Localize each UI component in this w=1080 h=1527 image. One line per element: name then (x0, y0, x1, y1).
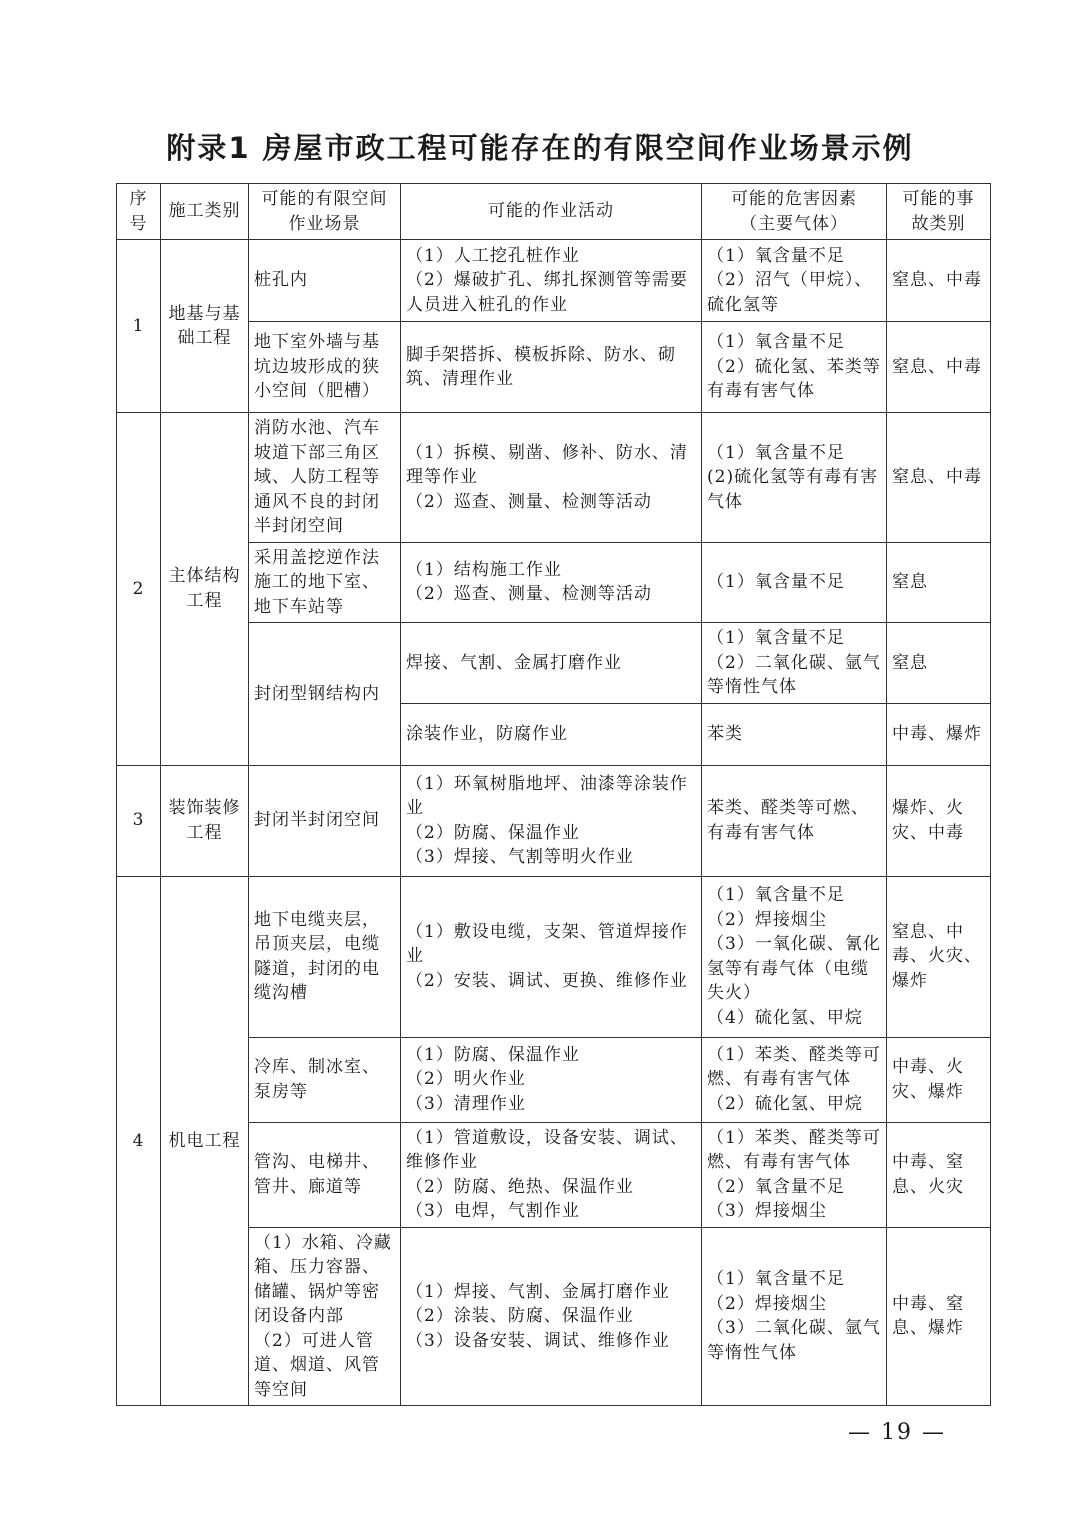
scene-cell: 地下室外墙与基坑边坡形成的狭小空间（肥槽） (249, 322, 401, 413)
confined-space-table (116, 183, 991, 1406)
activity-cell: （1）结构施工作业 （2）巡查、测量、检测等活动 (401, 542, 702, 623)
page-title: 附录1 房屋市政工程可能存在的有限空间作业场景示例 (166, 131, 914, 165)
table-row (117, 240, 991, 322)
scene-cell: 桩孔内 (249, 240, 401, 322)
row-number: 3 (117, 765, 161, 876)
hazard-cell: （1）氧含量不足 （2）二氧化碳、氩气等惰性气体 (702, 623, 887, 704)
hazard-cell: （1）苯类、醛类等可燃、有毒有害气体 （2）硫化氢、甲烷 (702, 1037, 887, 1122)
accident-cell: 窒息 (887, 623, 991, 704)
hazard-cell: （1）氧含量不足 (702, 542, 887, 623)
row-number: 2 (117, 413, 161, 766)
table-row (117, 1122, 991, 1227)
category-cell: 主体结构 工程 (161, 413, 249, 766)
activity-cell: （1）焊接、气割、金属打磨作业 （2）涂装、防腐、保温作业 （3）设备安装、调试、维修作业 (401, 1227, 702, 1406)
table-row (117, 1227, 991, 1406)
hazard-cell: （1）氧含量不足 （2）沼气（甲烷）、硫化氢等 (702, 240, 887, 322)
accident-cell: 中毒、窒息、火灾 (887, 1122, 991, 1227)
table-row (117, 413, 991, 543)
activity-cell: （1）环氧树脂地坪、油漆等涂装作业 （2）防腐、保温作业 （3）焊接、气割等明火作业 (401, 765, 702, 876)
accident-cell: 爆炸、火灾、中毒 (887, 765, 991, 876)
category-cell: 地基与基 础工程 (161, 240, 249, 413)
table-row (117, 1037, 991, 1122)
category-cell: 机电工程 (161, 876, 249, 1406)
hazard-cell: （1）苯类、醛类等可燃、有毒有害气体 （2）氧含量不足 （3）焊接烟尘 (702, 1122, 887, 1227)
accident-cell: 窒息、中毒、火灾、爆炸 (887, 876, 991, 1037)
scene-cell: 冷库、制冰室、泵房等 (249, 1037, 401, 1122)
hazard-cell: （1）氧含量不足 (2)硫化氢等有毒有害气体 (702, 413, 887, 543)
activity-cell: （1）敷设电缆，支架、管道焊接作业 （2）安装、调试、更换、维修作业 (401, 876, 702, 1037)
scene-cell: 封闭型钢结构内 (249, 623, 401, 766)
activity-cell: 涂装作业，防腐作业 (401, 703, 702, 765)
activity-cell: 焊接、气割、金属打磨作业 (401, 623, 702, 704)
activity-cell: （1）人工挖孔桩作业 （2）爆破扩孔、绑扎探测管等需要人员进入桩孔的作业 (401, 240, 702, 322)
row-number: 1 (117, 240, 161, 413)
header-row (117, 184, 991, 240)
accident-cell: 窒息、中毒 (887, 413, 991, 543)
header-activity: 可能的作业活动 (401, 184, 702, 240)
hazard-cell: 苯类 (702, 703, 887, 765)
header-scene: 可能的有限空间 作业场景 (249, 184, 401, 240)
scene-cell: 地下电缆夹层，吊顶夹层，电缆隧道，封闭的电缆沟槽 (249, 876, 401, 1037)
scene-cell: 消防水池、汽车坡道下部三角区域、人防工程等通风不良的封闭半封闭空间 (249, 413, 401, 543)
scene-cell: 管沟、电梯井、管井、廊道等 (249, 1122, 401, 1227)
hazard-cell: （1）氧含量不足 （2）焊接烟尘 （3）二氧化碳、氩气等惰性气体 (702, 1227, 887, 1406)
scene-cell: 采用盖挖逆作法施工的地下室、地下车站等 (249, 542, 401, 623)
hazard-cell: 苯类、醛类等可燃、有毒有害气体 (702, 765, 887, 876)
row-number: 4 (117, 876, 161, 1406)
activity-cell: （1）拆模、剔凿、修补、防水、清理等作业 （2）巡查、测量、检测等活动 (401, 413, 702, 543)
activity-cell: （1）防腐、保温作业 （2）明火作业 （3）清理作业 (401, 1037, 702, 1122)
category-cell: 装饰装修 工程 (161, 765, 249, 876)
hazard-cell: （1）氧含量不足 （2）焊接烟尘 （3）一氧化碳、氰化氢等有毒气体（电缆失火） （4）硫化氢、甲烷 (702, 876, 887, 1037)
header-accident: 可能的事 故类别 (887, 184, 991, 240)
accident-cell: 窒息、中毒 (887, 240, 991, 322)
page-number: — 19 — (848, 1420, 946, 1445)
hazard-cell: （1）氧含量不足 （2）硫化氢、苯类等有毒有害气体 (702, 322, 887, 413)
header-hazard: 可能的危害因素 （主要气体） (702, 184, 887, 240)
activity-cell: 脚手架搭拆、模板拆除、防水、砌筑、清理作业 (401, 322, 702, 413)
activity-cell: （1）管道敷设，设备安装、调试、维修作业 （2）防腐、绝热、保温作业 （3）电焊，气割作业 (401, 1122, 702, 1227)
table-row (117, 322, 991, 413)
scene-cell: （1）水箱、冷藏箱、压力容器、储罐、锅炉等密闭设备内部 （2）可进人管道、烟道、风管等空间 (249, 1227, 401, 1406)
table-row (117, 765, 991, 876)
accident-cell: 中毒、爆炸 (887, 703, 991, 765)
accident-cell: 窒息 (887, 542, 991, 623)
scene-cell: 封闭半封闭空间 (249, 765, 401, 876)
accident-cell: 窒息、中毒 (887, 322, 991, 413)
header-no: 序 号 (117, 184, 161, 240)
header-category: 施工类别 (161, 184, 249, 240)
accident-cell: 中毒、火灾、爆炸 (887, 1037, 991, 1122)
accident-cell: 中毒、窒息、爆炸 (887, 1227, 991, 1406)
table-row (117, 542, 991, 623)
table-row (117, 623, 991, 704)
table-row (117, 876, 991, 1037)
